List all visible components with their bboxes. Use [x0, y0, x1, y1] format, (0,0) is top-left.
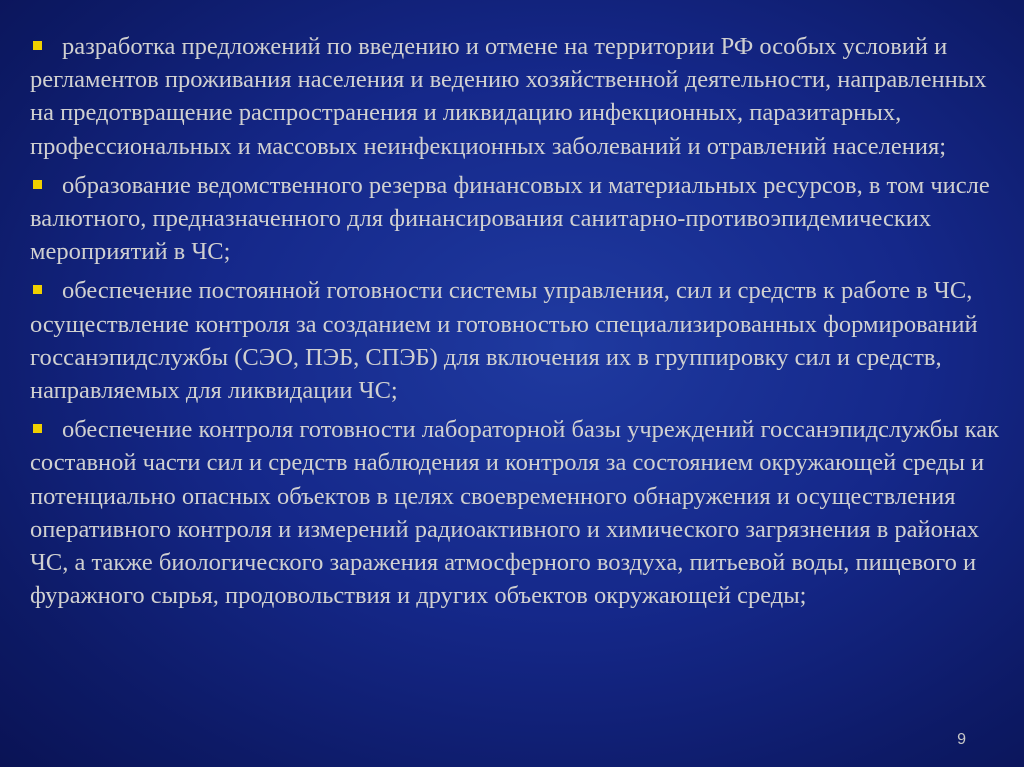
bullet-text: разработка предложений по введению и отмене на территории РФ особых условий и регламентов проживания населения и ведению хозяйственной деятельности, направленных на предотвращение распространения и ликвидацию инфекционных, паразитарных, профессиональных и массовых неинфекционных заболеваний и отравлений населения; — [30, 33, 987, 160]
square-bullet-icon — [33, 41, 42, 50]
bullet-text: образование ведомственного резерва финансовых и материальных ресурсов, в том числе валютного, предназначенного для финансирования санитарно-противоэпидемических мероприятий в ЧС; — [30, 171, 990, 266]
square-bullet-icon — [33, 285, 42, 294]
square-bullet-icon — [33, 180, 42, 189]
bullet-item — [30, 413, 1005, 612]
bullet-item — [30, 274, 1005, 407]
bullet-text: обеспечение постоянной готовности системы управления, сил и средств к работе в ЧС, осуществление контроля за созданием и готовностью специализированных формирований госсанэпидслужбы (СЭО, ПЭБ, СПЭБ) для включения их в группировку сил и средств, направляемых для ликвидации ЧС; — [30, 277, 978, 405]
bullet-item — [30, 30, 1005, 163]
bullet-text: обеспечение контроля готовности лабораторной базы учреждений госсанэпидслужбы как составной части сил и средств наблюдения и контроля за состоянием окружающей среды и потенциально опасных объектов в целях своевременного обнаружения и осуществления оперативного контроля и измерений радиоактивного и химического загрязнения в районах ЧС, а также биологического заражения атмосферного воздуха, питьевой воды, пищевого и фуражного сырья, продовольствия и других объектов окружающей среды; — [30, 416, 1000, 610]
page-number: 9 — [957, 731, 966, 748]
square-bullet-icon — [33, 424, 42, 433]
bullet-list — [30, 30, 1005, 618]
bullet-item — [30, 169, 1005, 269]
